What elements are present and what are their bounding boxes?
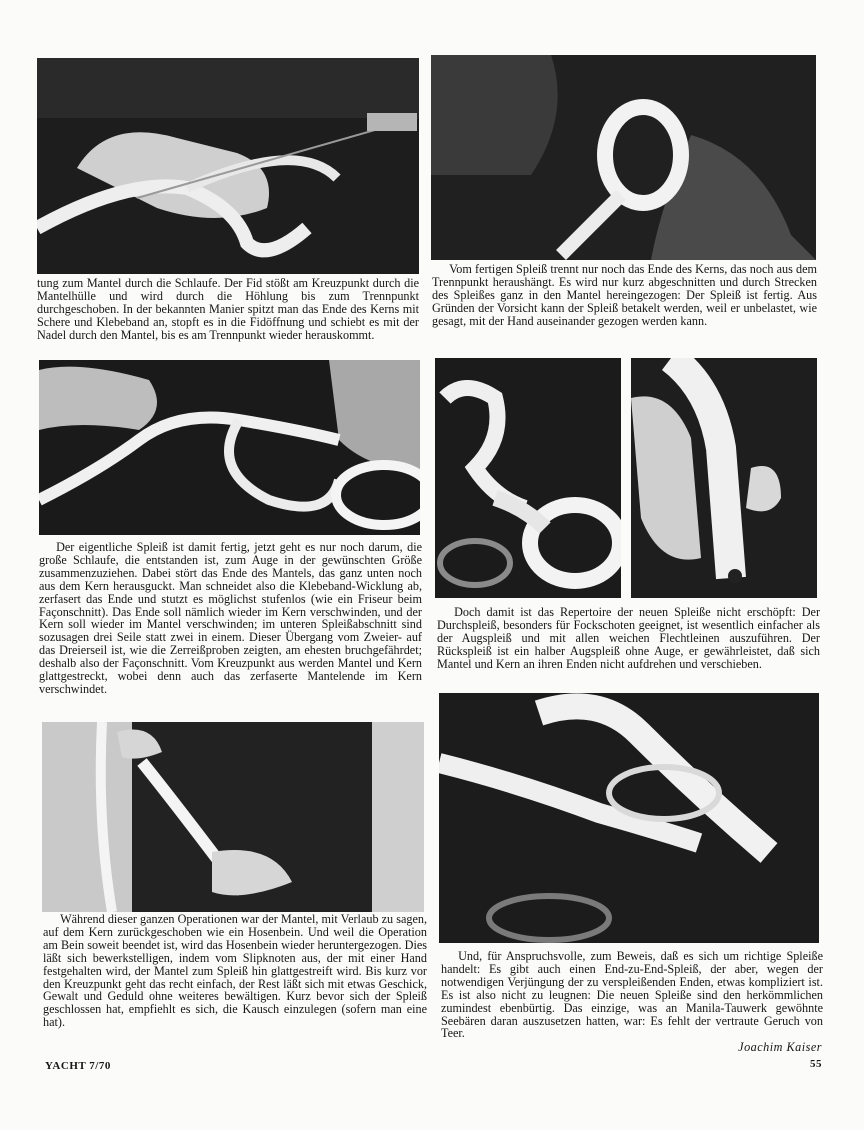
- photo-eye-splice-closeup: [435, 358, 621, 598]
- author-signature: Joachim Kaiser: [738, 1040, 822, 1054]
- paragraph: Vom fertigen Spleiß trennt nur noch das Ende des Kerns, das noch aus dem Trennpunkt heraushängt. Es wird nur kurz abgeschnitten und durch Strecken des Spleißes ganz in den Mantel hereingezogen: Der Spleiß ist fertig. Aus Gründen der Vorsicht kann der Spleiß betakelt werden, weil er unbelastet, wie gesagt, mit der Hand auseinander gezogen werden kann.: [432, 262, 817, 328]
- photo-splice-with-thimble: [439, 693, 819, 943]
- magazine-name: YACHT: [45, 1060, 87, 1072]
- text-block-4: [432, 263, 817, 328]
- photo-cover-pushed-back: [42, 722, 424, 912]
- photo-rope-loop-formed: [39, 360, 420, 535]
- text-block-6: [441, 950, 823, 1040]
- page-number: 55: [810, 1058, 822, 1070]
- text-block-2: [39, 541, 422, 696]
- paragraph: Und, für Anspruchsvolle, zum Beweis, daß es sich um richtige Spleiße handelt: Es gibt auch einen End-zu-End-Spleiß, der aber, wegen der notwendigen Verjüngung der zu verspleißenden Enden, etwas kompliziert ist. Es ist also nicht zu leugnen: Die neuen Spleiße sind den herkömmlichen zumindest ebenbürtig. Das einzige, was an Manila-Tauwerk gewöhnte Seebären daran auszusetzen hatten, war: Es fehlt der vertraute Geruch von Teer.: [441, 949, 823, 1041]
- text-block-5: [437, 606, 820, 671]
- photo-fid-through-rope: [37, 58, 419, 274]
- paragraph: Während dieser ganzen Operationen war der Mantel, mit Verlaub zu sagen, auf dem Kern zurückgeschoben wie ein Hosenbein. Und weil die Operation am Bein soweit beendet ist, wird das Hosenbein wieder heruntergezogen. Dies läßt sich bewerkstelligen, indem vom Slipknoten aus, der mit einer Hand festgehalten wird, der Mantel zum Spleiß hin glattgestreift wird. Bis kurz vor den Kreuzpunkt geht das recht einfach, der Rest läßt sich mit etwas Geschick, Gewalt und Geduld ohne weiteres bewältigen. Kurz bevor sich der Spleiß geschlossen hat, empfiehlt es sich, die Kausch einzulegen (sofern man eine hat).: [43, 912, 427, 1030]
- photo-rope-end-in-hand: [631, 358, 817, 598]
- paragraph: Doch damit ist das Repertoire der neuen Spleiße nicht erschöpft: Der Durchspleiß, besonders für Fockschoten geeignet, ist wesentlich einfacher als der Augspleiß und mit allen weichen Flechtleinen auszuführen. Der Rückspleiß ist ein halber Augspleiß ohne Auge, er gewährleistet, daß sich Mantel und Kern an ihren Enden nicht aufdrehen und verschieben.: [437, 605, 820, 671]
- text-block-3: [43, 913, 427, 1029]
- photo-finished-splice-loop: [431, 55, 816, 260]
- paragraph: Der eigentliche Spleiß ist damit fertig, jetzt geht es nur noch darum, die große Schlaufe, die entstanden ist, zum Auge in der gewünschten Größe zusammenzuziehen. Dabei stört das Ende des Mantels, das ganz unten noch aus dem Kern herausguckt. Man schneidet also die Klebeband-Wicklung ab, zerfasert das Ende und stutzt es möglichst stufenlos (wie ein Friseur beim Façonschnitt). Das Ende soll nämlich wieder im Kern verschwinden, und der Kern soll wieder im Mantel verschwinden; im unteren Spleißabschnitt sind sozusagen drei Seile statt zwei in einem. Dieser Übergang vom Zweier- auf das Dreierseil ist, wie die Zerreißproben zeigten, am ehesten bruchgefährdet; deshalb also der Façonschnitt. Vom Kreuzpunkt aus werden Mantel und Kern glattgestreckt, wobei denn auch das zerfaserte Mantelende im Kern verschwindet.: [39, 540, 422, 696]
- issue-number: 7/70: [89, 1060, 111, 1072]
- paragraph: tung zum Mantel durch die Schlaufe. Der Fid stößt am Kreuzpunkt durch die Mantelhülle und wird durch die Höhlung bis zum Trennpunkt durchgeschoben. In der bekannten Manier spitzt man das Ende des Kerns mit Schere und Klebeband an, stopft es in die Fidöffnung und schiebt es mit der Nadel durch den Mantel, bis es am Trennpunkt wieder herauskommt.: [37, 276, 419, 342]
- footer-magazine: [45, 1060, 111, 1072]
- text-block-1: [37, 277, 419, 342]
